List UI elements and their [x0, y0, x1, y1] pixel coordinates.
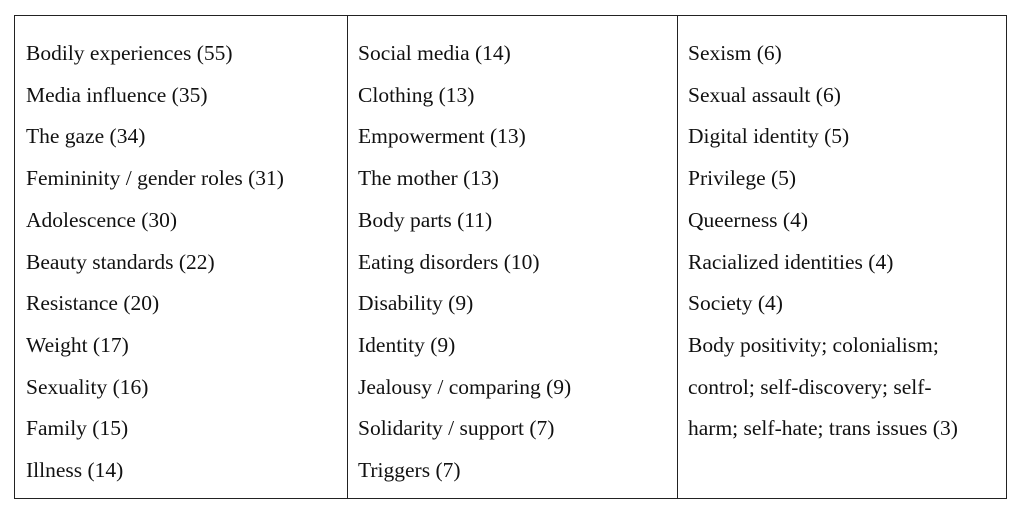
themes-table [14, 15, 1007, 499]
table-cell: Empowerment (13) [358, 124, 526, 149]
table-cell: Body parts (11) [358, 207, 493, 232]
table-cell: Jealousy / comparing (9) [358, 374, 572, 399]
table-cell: Bodily experiences (55) [26, 41, 233, 65]
table-cell: The gaze (34) [26, 124, 146, 149]
table-cell: Identity (9) [358, 332, 456, 357]
table-cell: Privilege (5) [688, 166, 797, 191]
table-cell: Illness (14) [26, 458, 124, 483]
table-cell: Sexism (6) [688, 41, 782, 65]
table-cell: Society (4) [688, 291, 783, 316]
table-cell: Femininity / gender roles (31) [26, 166, 284, 191]
table-cell: Queerness (4) [688, 207, 808, 232]
table-cell: Sexuality (16) [26, 374, 149, 399]
table-cell: Resistance (20) [26, 291, 160, 316]
table-cell: Beauty standards (22) [26, 249, 215, 274]
table-cell: Clothing (13) [358, 82, 475, 107]
table-cell: harm; self-hate; trans issues (3) [688, 416, 958, 441]
table-cell: Weight (17) [26, 332, 129, 357]
column-1 [15, 16, 347, 498]
column-3 [677, 16, 1006, 498]
table-cell: The mother (13) [358, 166, 499, 191]
table-cell: Racialized identities (4) [688, 249, 894, 274]
table-cell: Digital identity (5) [688, 124, 850, 149]
table-cell: Triggers (7) [358, 458, 461, 483]
table-cell: Social media (14) [358, 41, 511, 65]
table-cell: Eating disorders (10) [358, 249, 540, 274]
table-cell: Solidarity / support (7) [358, 416, 555, 441]
table-cell: Media influence (35) [26, 82, 208, 107]
table-cell: Disability (9) [358, 291, 474, 316]
table-cell: Adolescence (30) [26, 207, 178, 232]
table-cell: control; self-discovery; self- [688, 374, 932, 399]
table-cell: Body positivity; colonialism; [688, 332, 939, 357]
table-cell: Sexual assault (6) [688, 82, 841, 107]
column-2 [347, 16, 677, 498]
table-cell: Family (15) [26, 416, 129, 441]
